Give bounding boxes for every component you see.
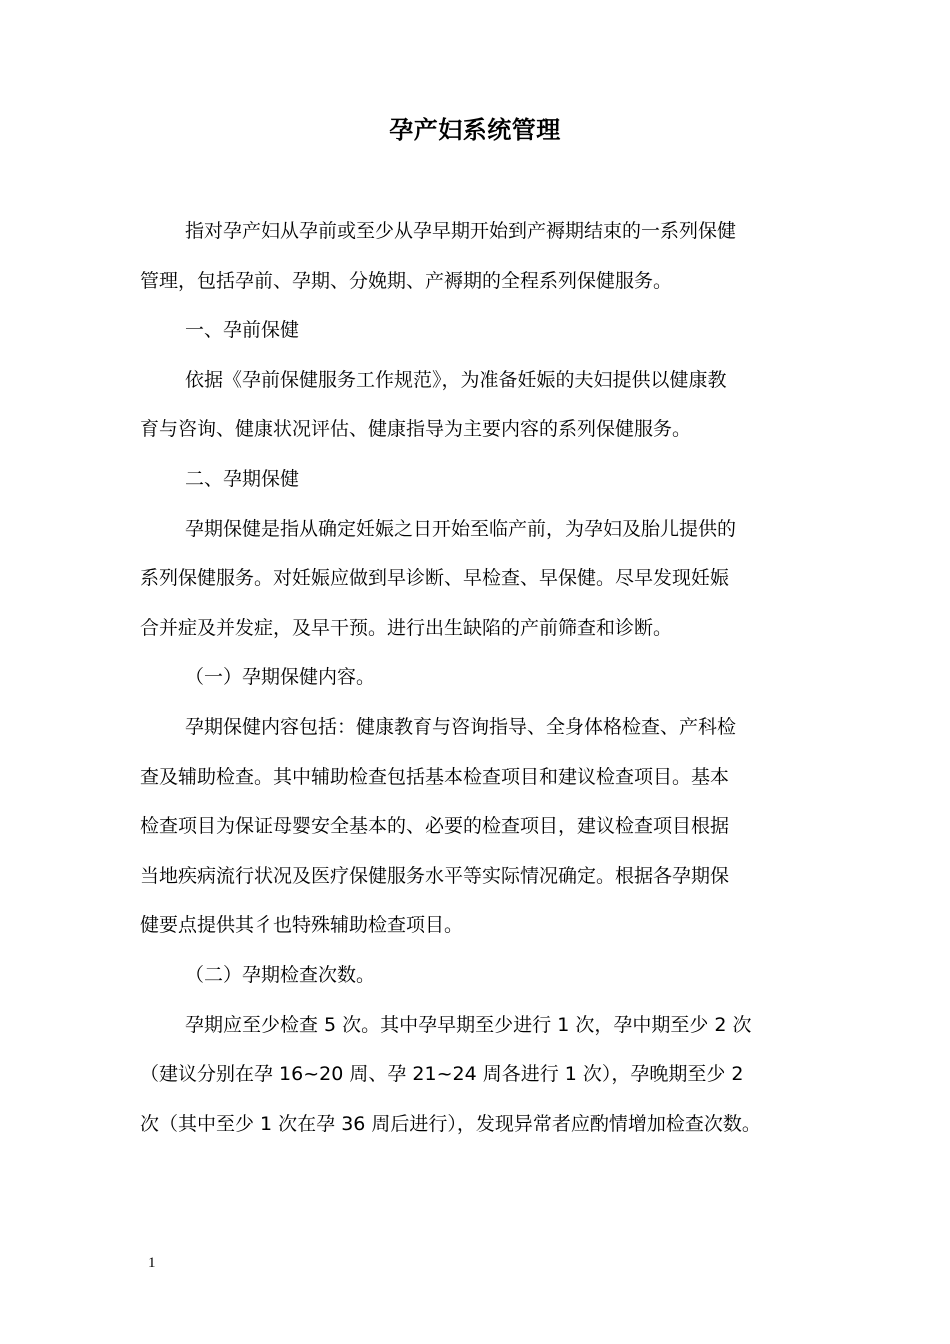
subsection-heading: （一）孕期保健内容。 — [185, 666, 376, 689]
paragraph-line: 指对孕产妇从孕前或至少从孕早期开始到产褥期结束的一系列保健 — [185, 220, 737, 242]
document-body — [140, 207, 812, 1149]
paragraph-line: 健要点提供其彳也特殊辅助检查项目。 — [140, 914, 464, 937]
section-heading: 二、孕期保健 — [185, 467, 300, 490]
paragraph-line: 次（其中至少 1 次在孕 36 周后进行），发现异常者应酌情增加检查次数。 — [140, 1112, 761, 1135]
paragraph-line: 育与咨询、健康状况评估、健康指导为主要内容的系列保健服务。 — [140, 418, 692, 441]
page-number: 1 — [148, 1255, 156, 1271]
paragraph-line: 检查项目为保证母婴安全基本的、必要的检查项目，建议检查项目根据 — [140, 815, 730, 838]
paragraph-line: 查及辅助检查。其中辅助检查包括基本检查项目和建议检查项目。基本 — [140, 765, 730, 788]
document-title: 孕产妇系统管理 — [389, 116, 561, 144]
paragraph-line: 当地疾病流行状况及医疗保健服务水平等实际情况确定。根据各孕期保 — [140, 864, 730, 887]
section-heading: 一、孕前保健 — [185, 319, 300, 342]
paragraph-line: （建议分别在孕 16~20 周、孕 21~24 周各进行 1 次），孕晚期至少 2 — [140, 1063, 744, 1086]
paragraph-line: 合并症及并发症，及早干预。进行出生缺陷的产前筛查和诊断。 — [140, 616, 673, 639]
paragraph-line: 依据《孕前保健服务工作规范》，为准备妊娠的夫妇提供以健康教 — [185, 368, 727, 391]
subsection-heading: （二）孕期检查次数。 — [185, 963, 376, 986]
paragraph-line: 孕期保健内容包括：健康教育与咨询指导、全身体格检查、产科检 — [185, 715, 737, 738]
paragraph-line: 孕期保健是指从确定妊娠之日开始至临产前，为孕妇及胎儿提供的 — [185, 517, 737, 540]
paragraph-line: 孕期应至少检查 5 次。其中孕早期至少进行 1 次，孕中期至少 2 次 — [185, 1013, 752, 1036]
paragraph-line: 系列保健服务。对妊娠应做到早诊断、早检查、早保健。尽早发现妊娠 — [140, 567, 730, 590]
paragraph-line: 管理，包括孕前、孕期、分娩期、产褥期的全程系列保健服务。 — [140, 269, 673, 292]
